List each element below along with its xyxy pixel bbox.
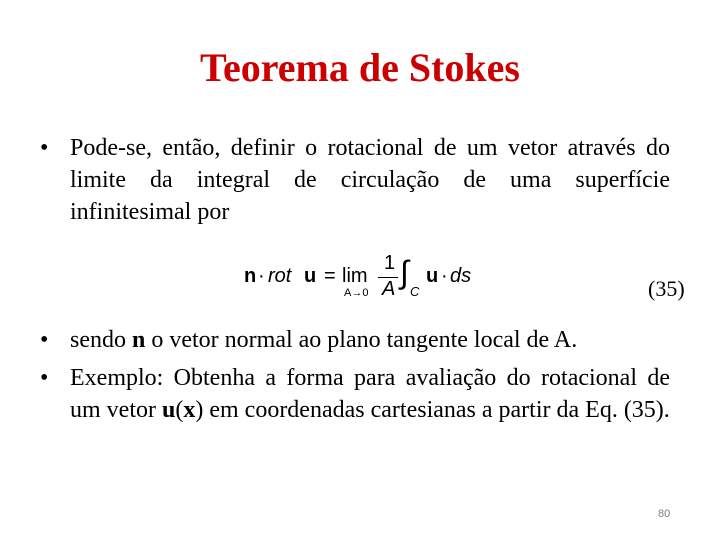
formula-contour: C [410, 284, 420, 299]
slide-title: Teorema de Stokes [200, 45, 520, 90]
formula-denominator: A [382, 278, 396, 300]
bullet-marker: • [40, 365, 49, 391]
bullet-marker: • [40, 135, 49, 161]
formula-ds: ds [450, 265, 472, 287]
stokes-formula [244, 250, 484, 305]
bullet-item-3 [40, 362, 670, 426]
formula-dot2: · [441, 265, 448, 287]
bullet-item-1 [40, 132, 670, 228]
formula-numerator: 1 [384, 252, 396, 274]
formula-dot: · [258, 265, 265, 287]
bullet-item-2 [40, 324, 670, 356]
formula-u2: u [426, 265, 439, 287]
formula-equals: = [324, 265, 336, 287]
bullet-text: Exemplo: Obtenha a forma para avaliação do rotacional de um vetor u(x) em coordenadas cartesianas a partir da Eq. (35). [70, 365, 670, 423]
formula-rot: rot [268, 265, 292, 287]
formula-u: u [304, 265, 317, 287]
bullet-marker: • [40, 327, 49, 353]
equation-number: (35) [648, 276, 685, 301]
formula-lim-subscript: A→0 [344, 287, 369, 299]
normal-vector-n: n [132, 327, 146, 353]
integral-symbol: ∫ [400, 254, 409, 290]
formula-lim: lim [342, 265, 368, 287]
bullet-text: sendo n o vetor normal ao plano tangente local de A. [70, 327, 578, 353]
bullet-text: Pode-se, então, definir o rotacional de um vetor através do limite da integral de circulação de uma superfície infinitesimal por [70, 135, 670, 225]
vector-x: x [183, 397, 196, 423]
formula-n: n [244, 265, 257, 287]
vector-u: u [161, 397, 176, 423]
slide-number: 80 [658, 508, 671, 520]
